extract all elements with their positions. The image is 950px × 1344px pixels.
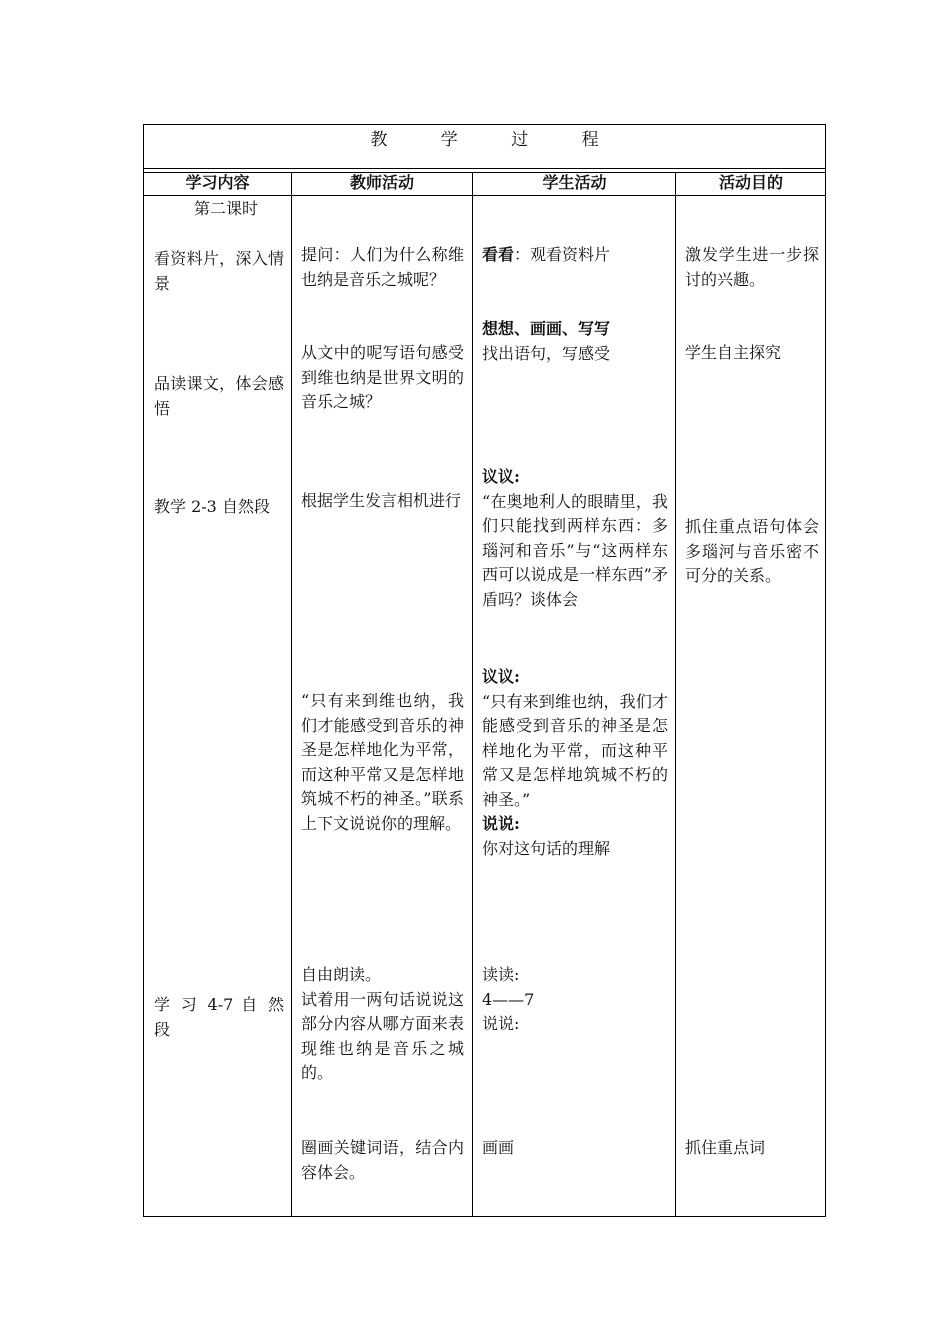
student-4-label: 议议: xyxy=(482,667,520,686)
col-divider-1 xyxy=(291,172,292,1216)
content-4: 学 习 4-7 自 然 段 xyxy=(154,995,284,1039)
student-2-label: 想想、画画、写写 xyxy=(482,319,611,338)
student-2-text: 找出语句，写感受 xyxy=(482,343,611,363)
col-divider-2 xyxy=(472,172,473,1216)
content-3: 教学 2-3 自然段 xyxy=(154,497,270,516)
header-purpose: 活动目的 xyxy=(718,173,783,192)
teacher-4: “只有来到维也纳，我们才能感受到音乐的神圣是怎样地化为平常，而这种平常又是怎样地筑城不朽的神圣。”联系上下文说说你的理解。 xyxy=(301,691,464,833)
student-1 xyxy=(482,243,668,268)
table-title: 教 学 过 程 xyxy=(144,125,825,169)
student-2 xyxy=(482,317,668,366)
student-3-label: 议议: xyxy=(482,467,520,486)
student-1-label: 看看 xyxy=(482,245,515,264)
header-teacher: 教师活动 xyxy=(349,173,414,192)
header-student: 学生活动 xyxy=(542,173,607,192)
student-4 xyxy=(482,665,668,861)
teacher-5: 自由朗读。 试着用一两句话说说这部分内容从哪方面来表现维也纳是音乐之城的。 xyxy=(301,965,464,1082)
content-2: 品读课文，体会感悟 xyxy=(154,374,284,418)
teacher-1: 提问：人们为什么称维也纳是音乐之城呢？ xyxy=(301,245,464,289)
teacher-6: 圈画关键词语，结合内容体会。 xyxy=(301,1138,464,1182)
purpose-1: 激发学生进一步探讨的兴趣。 xyxy=(685,245,819,289)
student-3-text: “在奥地利人的眼睛里，我们只能找到两样东西：多瑙河和音乐”与“这两样东西可以说成是一样东西”矛盾吗？谈体会 xyxy=(482,491,668,609)
student-7: 画画 xyxy=(482,1138,515,1157)
student-5-text: 你对这句话的理解 xyxy=(482,838,611,858)
purpose-4: 抓住重点词 xyxy=(685,1138,766,1157)
table-header-row xyxy=(144,172,825,196)
col-divider-3 xyxy=(675,172,676,1216)
teacher-2: 从文中的呢写语句感受到维也纳是世界文明的音乐之城？ xyxy=(301,343,464,411)
purpose-3: 抓住重点语句体会多瑙河与音乐密不可分的关系。 xyxy=(685,517,819,585)
header-content: 学习内容 xyxy=(185,173,250,192)
student-5-label: 说说: xyxy=(482,814,520,833)
student-3 xyxy=(482,465,668,612)
student-1-text: ：观看资料片 xyxy=(514,245,611,264)
teacher-3: 根据学生发言相机进行 xyxy=(301,491,462,510)
content-1: 看资料片，深入情景 xyxy=(154,249,284,293)
lesson-table xyxy=(143,124,826,1217)
lesson-label: 第二课时 xyxy=(194,199,259,218)
student-4-text: “只有来到维也纳，我们才能感受到音乐的神圣是怎样地化为平常，而这种平常又是怎样地筑城不朽的神圣。” xyxy=(482,691,668,809)
purpose-2: 学生自主探究 xyxy=(685,343,782,362)
student-6: 读读: 4——7 说说: xyxy=(482,965,535,1033)
